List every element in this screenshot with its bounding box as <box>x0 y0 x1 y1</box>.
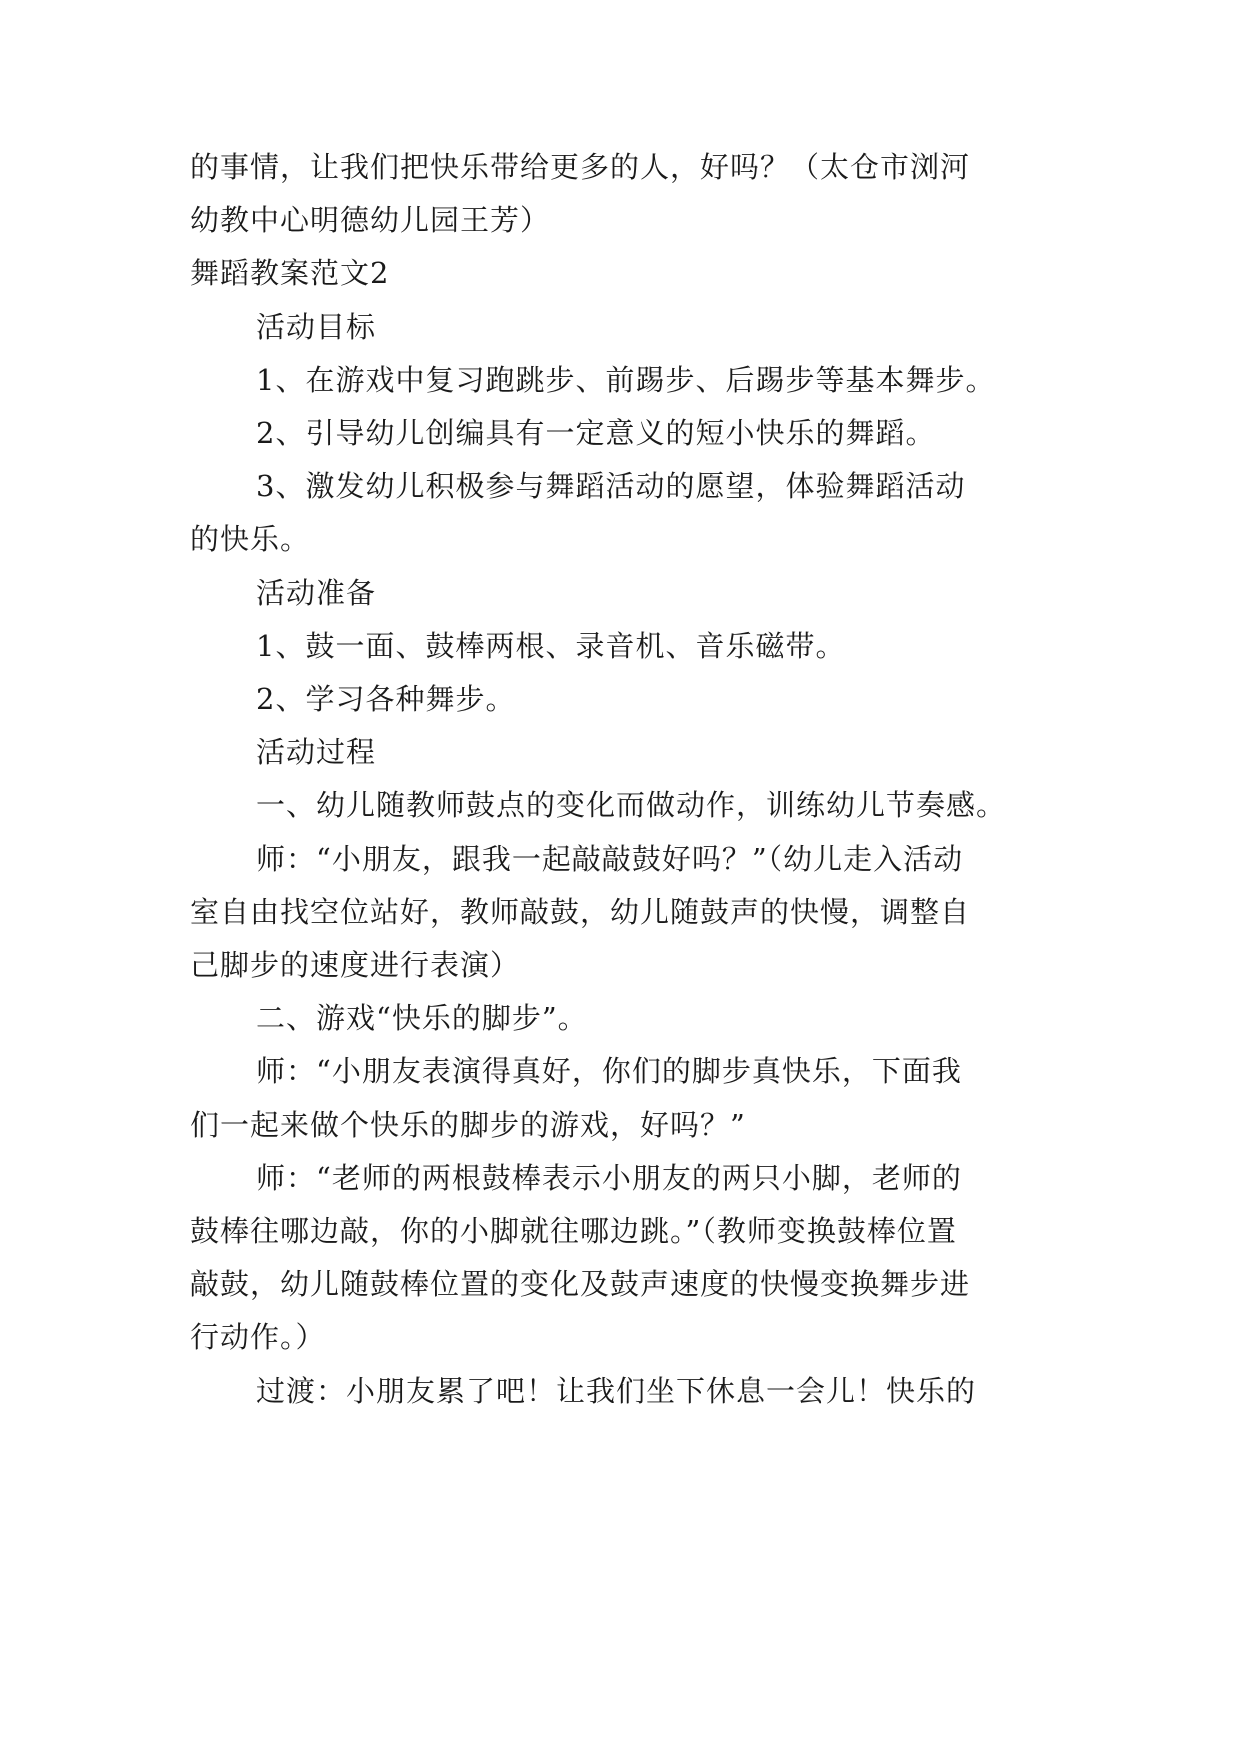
subheading-activity-preparation: 活动准备 <box>256 576 377 610</box>
text-line: 师：“小朋友表演得真好，你们的脚步真快乐，下面我 <box>256 1054 962 1088</box>
text-line: 过渡：小朋友累了吧！让我们坐下休息一会儿！快乐的 <box>256 1374 977 1408</box>
section-heading: 舞蹈教案范文2 <box>190 256 390 290</box>
text-line: 一、幼儿随教师鼓点的变化而做动作，训练幼儿节奏感。 <box>256 788 1007 822</box>
text-line: 敲鼓，幼儿随鼓棒位置的变化及鼓声速度的快慢变换舞步进 <box>190 1267 971 1301</box>
list-item: 1、鼓一面、鼓棒两根、录音机、音乐磁带。 <box>256 629 846 663</box>
subheading-activity-process: 活动过程 <box>256 735 377 769</box>
subheading-activity-goals: 活动目标 <box>256 310 377 344</box>
text-line: 的事情，让我们把快乐带给更多的人，好吗？（太仓市浏河 <box>190 150 971 184</box>
text-line: 师：“老师的两根鼓棒表示小朋友的两只小脚，老师的 <box>256 1161 962 1195</box>
list-item: 2、学习各种舞步。 <box>256 682 516 716</box>
list-item: 1、在游戏中复习跑跳步、前踢步、后踢步等基本舞步。 <box>256 363 996 397</box>
text-line: 师：“小朋友，跟我一起敲敲鼓好吗？”（幼儿走入活动 <box>256 842 964 876</box>
text-line: 鼓棒往哪边敲，你的小脚就往哪边跳。”（教师变换鼓棒位置 <box>190 1214 957 1248</box>
list-item: 3、激发幼儿积极参与舞蹈活动的愿望，体验舞蹈活动 <box>256 469 966 503</box>
list-item: 2、引导幼儿创编具有一定意义的短小快乐的舞蹈。 <box>256 416 936 450</box>
text-line: 室自由找空位站好，教师敲鼓，幼儿随鼓声的快慢，调整自 <box>190 895 971 929</box>
text-line: 行动作。） <box>190 1320 326 1354</box>
text-line: 己脚步的速度进行表演） <box>190 948 521 982</box>
text-line: 幼教中心明德幼儿园王芳） <box>190 203 551 237</box>
text-line: 们一起来做个快乐的脚步的游戏，好吗？” <box>190 1108 746 1142</box>
text-line: 的快乐。 <box>190 522 311 556</box>
text-line: 二、游戏“快乐的脚步”。 <box>256 1001 588 1035</box>
